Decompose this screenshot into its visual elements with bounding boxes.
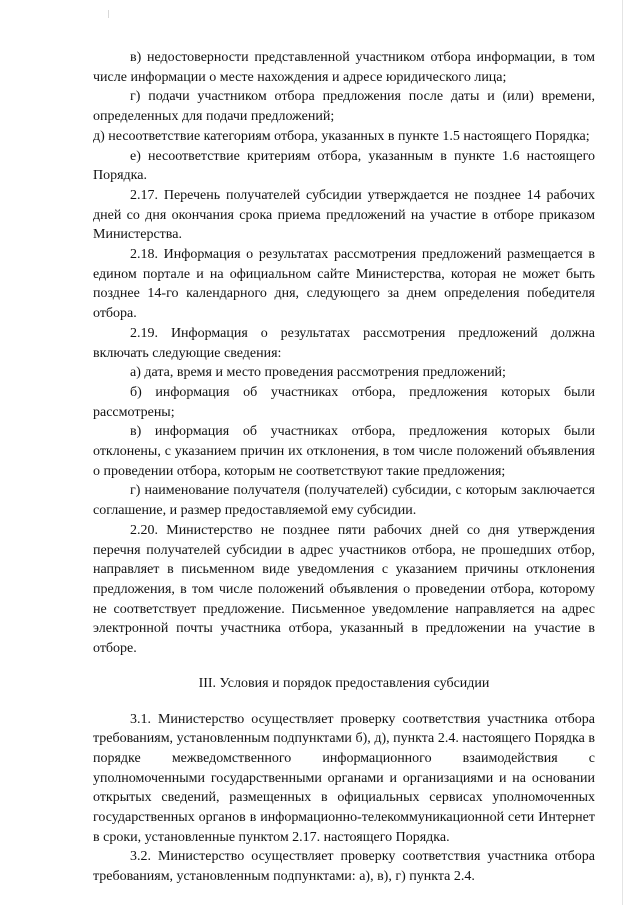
paragraph: е) несоответствие критериям отбора, указанным в пункте 1.6 настоящего Порядка. bbox=[93, 148, 595, 184]
paragraph: 2.17. Перечень получателей субсидии утверждается не позднее 14 рабочих дней со дня окончания срока приема предложений на участие в отборе приказом Министерства. bbox=[93, 187, 595, 243]
paragraph: г) наименование получателя (получателей) субсидии, с которым заключается соглашение, и размер предоставляемой ему субсидии. bbox=[93, 483, 595, 519]
paragraph: г) подачи участником отбора предложения после даты и (или) времени, определенных для подачи предложений; bbox=[93, 89, 595, 125]
paragraph: 2.19. Информация о результатах рассмотрения предложений должна включать следующие сведения: bbox=[93, 325, 595, 361]
paragraph: 2.20. Министерство не позднее пяти рабочих дней со дня утверждения перечня получателей субсидии в адрес участников отбора, не прошедших отбор, направляет в письменном виде уведомления с указанием причины отклонения предложения, в том числе положений объявления о проведении отбора, которому не соответствует предложение. Письменное уведомление направляется на адрес электронной почты участника отбора, указанный в предложении на участие в отборе. bbox=[93, 522, 595, 657]
paragraph: б) информация об участниках отбора, предложения которых были рассмотрены; bbox=[93, 384, 595, 420]
document-body bbox=[93, 48, 595, 887]
paragraph: 3.2. Министерство осуществляет проверку соответствия участника отбора требованиям, установленным подпунктами: а), в), г) пункта 2.4. bbox=[93, 849, 595, 885]
paragraph: в) информация об участниках отбора, предложения которых были отклонены, с указанием причин их отклонения, в том числе положений объявления о проведении отбора, которым не соответствуют такие предложения; bbox=[93, 424, 595, 479]
paragraph: а) дата, время и место проведения рассмотрения предложений; bbox=[130, 365, 506, 381]
paragraph: д) несоответствие категориям отбора, указанных в пункте 1.5 настоящего Порядка; bbox=[93, 128, 590, 144]
paragraph: 3.1. Министерство осуществляет проверку соответствия участника отбора требованиям, установленным подпунктами б), д), пункта 2.4. настоящего Порядка в порядке межведомственного информационного взаимодействия с уполномоченными государственными органами и организациями и на основании открытых сведений, размещенных в официальных сервисах уполномоченных государственных органов в информационно-телекоммуникационной сети Интернет в сроки, установленные пунктом 2.17. настоящего Порядка. bbox=[93, 711, 595, 845]
section-heading: III. Условия и порядок предоставления субсидии bbox=[198, 675, 490, 691]
paragraph: в) недостоверности представленной участником отбора информации, в том числе информации о месте нахождения и адресе юридического лица; bbox=[93, 50, 595, 85]
paragraph: 2.18. Информация о результатах рассмотрения предложений размещается в едином портале и на официальном сайте Министерства, которая не может быть позднее 14-го календарного дня, следующего за днем определения победителя отбора. bbox=[93, 247, 595, 322]
scan-margin-mark bbox=[108, 10, 109, 18]
scan-page-edge bbox=[622, 0, 623, 905]
